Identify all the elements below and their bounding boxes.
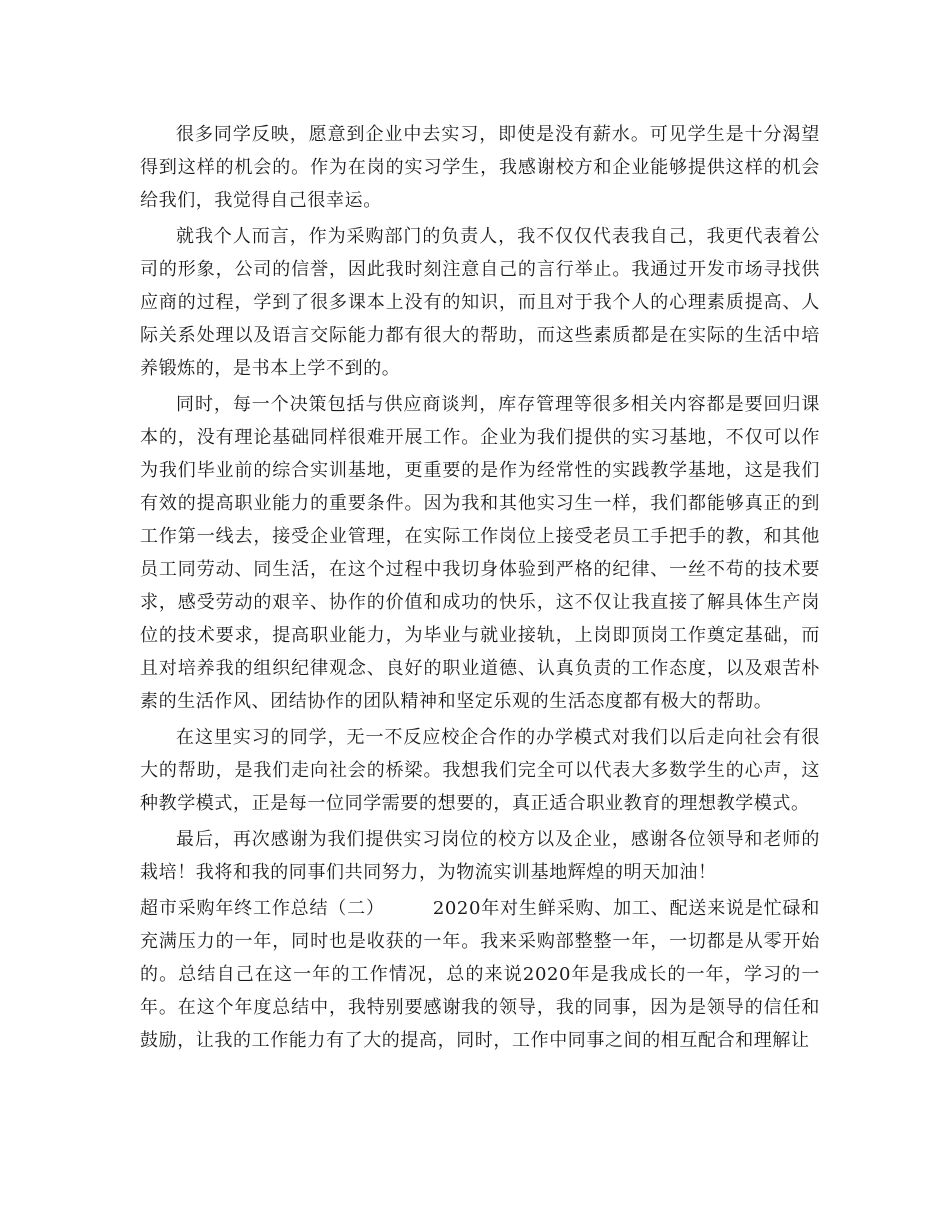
document-body: [140, 118, 820, 1057]
paragraph-3: 同时，每一个决策包括与供应商谈判，库存管理等很多相关内容都是要回归课本的，没有理论基础同样很难开展工作。企业为我们提供的实习基地，不仅可以作为我们毕业前的综合实训基地，更重要的是作为经常性的实践教学基地，这是我们有效的提高职业能力的重要条件。因为我和其他实习生一样，我们都能够真正的到工作第一线去，接受企业管理，在实际工作岗位上接受老员工手把手的教，和其他员工同劳动、同生活，在这个过程中我切身体验到严格的纪律、一丝不苟的技术要求，感受劳动的艰辛、协作的价值和成功的快乐，这不仅让我直接了解具体生产岗位的技术要求，提高职业能力，为毕业与就业接轨，上岗即顶岗工作奠定基础，而且对培养我的组织纪律观念、良好的职业道德、认真负责的工作态度，以及艰苦朴素的生活作风、团结协作的团队精神和坚定乐观的生活态度都有极大的帮助。: [140, 394, 820, 712]
paragraph-2: 就我个人而言，作为采购部门的负责人，我不仅仅代表我自己，我更代表着公司的形象，公司的信誉，因此我时刻注意自己的言行举止。我通过开发市场寻找供应商的过程，学到了很多课本上没有的知识，而且对于我个人的心理素质提高、人际关系处理以及语言交际能力都有很大的帮助，而这些素质都是在实际的生活中培养锻炼的，是书本上学不到的。: [140, 226, 820, 379]
section-body: 2020年对生鲜采购、加工、配送来说是忙碌和充满压力的一年，同时也是收获的一年。我来采购部整整一年，一切都是从零开始的。总结自己在这一年的工作情况，总的来说2020年是我成长的一年，学习的一年。在这个年度总结中，我特别要感谢我的领导，我的同事，因为是领导的信任和鼓励，让我的工作能力有了大的提高，同时，工作中同事之间的相互配合和理解让: [140, 898, 820, 1051]
paragraph-1: 很多同学反映，愿意到企业中去实习，即使是没有薪水。可见学生是十分渴望得到这样的机会的。作为在岗的实习学生，我感谢校方和企业能够提供这样的机会给我们，我觉得自己很幸运。: [140, 124, 820, 211]
section-paragraph: [140, 892, 820, 1057]
section-title: 超市采购年终工作总结（二）: [140, 898, 385, 919]
paragraph-4: 在这里实习的同学，无一不反应校企合作的办学模式对我们以后走向社会有很大的帮助，是我们走向社会的桥梁。我想我们完全可以代表大多数学生的心声，这种教学模式，正是每一位同学需要的想要的，真正适合职业教育的理想教学模式。: [140, 727, 820, 814]
paragraph-5: 最后，再次感谢为我们提供实习岗位的校方以及企业，感谢各位领导和老师的栽培！我将和我的同事们共同努力，为物流实训基地辉煌的明天加油！: [140, 829, 820, 883]
